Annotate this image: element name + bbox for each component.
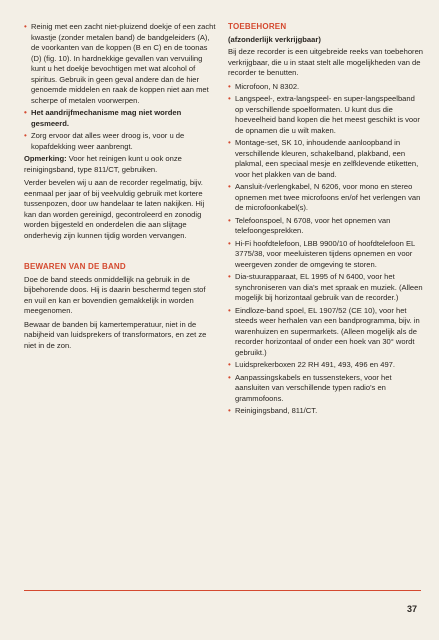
accessory-item: • Microfoon, N 8302. <box>228 82 424 93</box>
storage-paragraph-1: Doe de band steeds onmiddellijk na gebruik in de bijbehorende doos. Hij is daarin beschermd tegen stof en vuil en kan er bovendien gemakkelijk in worden meegenomen. <box>24 274 206 315</box>
accessories-heading: TOEBEHOREN <box>228 22 287 31</box>
accessories-subheading: (afzonderlijk verkrijgbaar) <box>228 34 321 44</box>
page-number: 37 <box>406 604 417 614</box>
accessory-item: • Langspeel-, extra-langspeel- en super-langspeelband op verschillende spoelformaten. U kunt dus die hoeveelheid band kopen die het meest geschikt is voor de opnamen die u wilt maken. <box>228 94 424 136</box>
dry-instruction: • Zorg ervoor dat alles weer droog is, voor u de kopafdekking weer aanbrengt. <box>24 131 216 152</box>
accessory-item: • Montage-set, SK 10, inhoudende aanloopband in verschillende kleuren, schakelband, plakband, een plakmal, een speciaal mesje en zelfklevende etiketten, voor het plakken van de band. <box>228 138 424 180</box>
cleaning-instruction: • Reinig met een zacht niet-pluizend doekje of een zacht kwastje (zonder metalen band) de bandgeleiders (A), de voorkanten van de koppen (B en C) en de toonas (D) (fig. 10). In hardnekkige gevallen van vervuiling kunt u het doekje bevochtigen met wat alcohol of spiritus. Gebruik in geen geval andere dan de hier genoemde middelen en raak de koppen niet aan met scherpe of metalen voorwerpen. <box>24 22 216 106</box>
accessory-item: • Aansluit-/verlengkabel, N 6206, voor mono en stereo opnemen met twee microfoons en/of het verlengen van de microfoonkabel(s). <box>228 182 424 214</box>
accessories-intro: Bij deze recorder is een uitgebreide reeks van toebehoren verkrijgbaar, die u in staat stelt alle mogelijkheden van de recorder te benutten. <box>228 47 424 77</box>
right-column <box>228 22 424 419</box>
note-text: Voor het reinigen kunt u ook onze reinigingsband, type 811/CT, gebruiken. <box>24 154 182 174</box>
accessory-item: • Eindloze-band spoel, EL 1907/52 (CE 10), voor het steeds weer herhalen van een bandprogramma, bijv. in warenhuizen en supermarkets. (Alleen mogelijk als de recorder horizontaal of onder een hoek van 30° wordt gebruikt.) <box>228 306 424 359</box>
accessory-item: • Reinigingsband, 811/CT. <box>228 406 424 417</box>
note-label: Opmerking: <box>24 154 67 163</box>
storage-paragraph-2: Bewaar de banden bij kamertemperatuur, niet in de nabijheid van luidsprekers of transformators, en zet ze niet in de zon. <box>24 319 207 350</box>
maintenance-paragraph: Verder bevelen wij u aan de recorder regelmatig, bijv. eenmaal per jaar of bij veelvuldig gebruik met kortere tussenpozen, door uw handelaar te laten nakijken. Hij kan dan worden gereinigd, gecontroleerd en zonodig worden bijgesteld en onderdelen die aan slijtage onderhevig zijn kunnen tijdig worden vervangen. <box>24 178 205 240</box>
left-column <box>24 22 216 354</box>
note-paragraph <box>24 154 216 175</box>
storage-heading: BEWAREN VAN DE BAND <box>24 262 126 271</box>
accessory-item: • Hi-Fi hoofdtelefoon, LBB 9900/10 of hoofdtelefoon EL 3775/38, voor meeluisteren tijdens opnemen en voor weergeven zonder de omgeving te storen. <box>228 239 424 271</box>
accessory-item: • Dia-stuurapparaat, EL 1995 of N 6400, voor het synchroniseren van dia's met spraak en muziek. (Alleen mogelijk bij horizontaal gebruik van de recorder.) <box>228 272 424 304</box>
lubrication-warning: • Het aandrijfmechanisme mag niet worden gesmeerd. <box>24 108 216 129</box>
accessory-item: • Telefoonspoel, N 6708, voor het opnemen van telefoongesprekken. <box>228 216 424 237</box>
accessory-item: • Luidsprekerboxen 22 RH 491, 493, 496 en 497. <box>228 360 424 371</box>
accessory-item: • Aanpassingskabels en tussenstekers, voor het aansluiten van verschillende typen radio's en grammofoons. <box>228 373 424 405</box>
footer-divider <box>24 590 421 591</box>
